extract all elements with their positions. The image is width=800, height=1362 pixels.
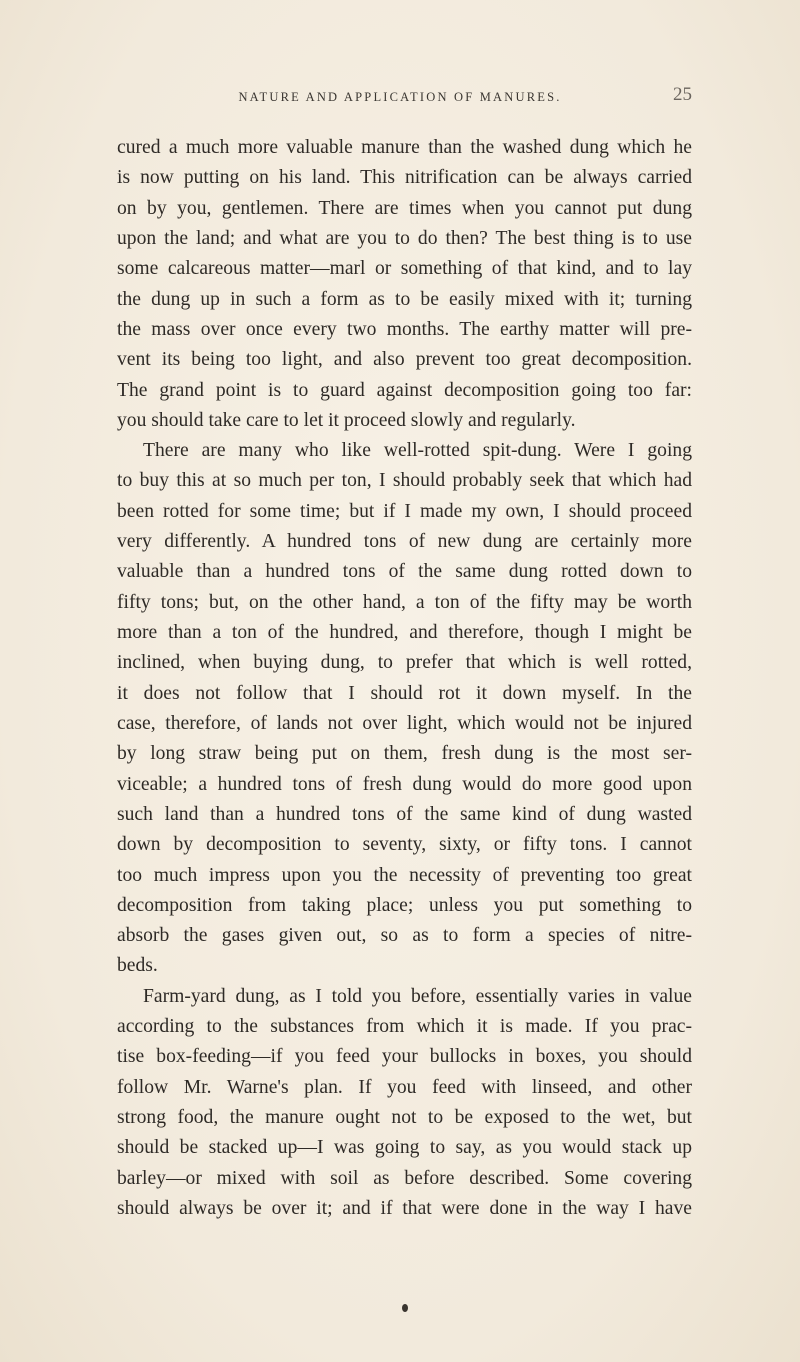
running-head: NATURE AND APPLICATION OF MANURES. bbox=[238, 90, 562, 104]
text-line: fifty tons; but, on the other hand, a ton of the fifty may be worth bbox=[117, 591, 692, 613]
text-line: absorb the gases given out, so as to form a species of nitre- bbox=[117, 925, 692, 947]
text-line: been rotted for some time; but if I made my own, I should proceed bbox=[117, 500, 692, 522]
text-line: beds. bbox=[117, 955, 158, 977]
text-line: too much impress upon you the necessity of preventing too great bbox=[117, 864, 692, 886]
text-line: follow Mr. Warne's plan. If you feed with linseed, and other bbox=[117, 1076, 692, 1098]
text-line: cured a much more valuable manure than the washed dung which he bbox=[117, 137, 692, 158]
text-line: down by decomposition to seventy, sixty, or fifty tons. I cannot bbox=[117, 834, 692, 856]
text-line: The grand point is to guard against decomposition going too far: bbox=[117, 379, 692, 401]
text-line: case, therefore, of lands not over light, which would not be injured bbox=[117, 712, 692, 734]
text-line: some calcareous matter—marl or something of that kind, and to lay bbox=[117, 258, 692, 280]
text-line: the dung up in such a form as to be easily mixed with it; turning bbox=[117, 288, 692, 310]
text-line: it does not follow that I should rot it down myself. In the bbox=[117, 682, 692, 704]
text-line: according to the substances from which it is made. If you prac- bbox=[117, 1016, 692, 1038]
ink-speck bbox=[402, 1304, 408, 1312]
text-line: on by you, gentlemen. There are times when you cannot put dung bbox=[117, 197, 692, 219]
text-line: is now putting on his land. This nitrification can be always carried bbox=[117, 167, 692, 189]
text-line: tise box-feeding—if you feed your bullocks in boxes, you should bbox=[117, 1046, 692, 1068]
text-line: decomposition from taking place; unless you put something to bbox=[117, 894, 692, 916]
text-line: you should take care to let it proceed slowly and regularly. bbox=[117, 409, 576, 431]
body-text bbox=[117, 133, 692, 1224]
text-line: to buy this at so much per ton, I should probably seek that which had bbox=[117, 470, 692, 492]
text-line: viceable; a hundred tons of fresh dung would do more good upon bbox=[117, 773, 692, 795]
text-line: strong food, the manure ought not to be exposed to the wet, but bbox=[117, 1107, 692, 1128]
paragraph-first-line: There are many who like well-rotted spit-dung. Were I going bbox=[143, 440, 692, 462]
text-line: more than a ton of the hundred, and therefore, though I might be bbox=[117, 622, 692, 643]
text-line: inclined, when buying dung, to prefer that which is well rotted, bbox=[117, 652, 692, 674]
text-line: barley—or mixed with soil as before described. Some covering bbox=[117, 1167, 692, 1189]
text-line: should always be over it; and if that were done in the way I have bbox=[117, 1197, 692, 1219]
text-line: the mass over once every two months. The earthy matter will pre- bbox=[117, 318, 692, 340]
text-line: upon the land; and what are you to do then? The best thing is to use bbox=[117, 227, 692, 249]
page-number: 25 bbox=[673, 84, 692, 105]
text-line: such land than a hundred tons of the same kind of dung wasted bbox=[117, 803, 692, 825]
text-line: valuable than a hundred tons of the same dung rotted down to bbox=[117, 561, 692, 583]
text-line: by long straw being put on them, fresh dung is the most ser- bbox=[117, 743, 692, 765]
text-line: vent its being too light, and also prevent too great decomposition. bbox=[117, 349, 692, 371]
paragraph-first-line: Farm-yard dung, as I told you before, essentially varies in value bbox=[143, 985, 692, 1007]
text-line: should be stacked up—I was going to say, as you would stack up bbox=[117, 1137, 692, 1159]
text-line: very differently. A hundred tons of new dung are certainly more bbox=[117, 531, 692, 553]
